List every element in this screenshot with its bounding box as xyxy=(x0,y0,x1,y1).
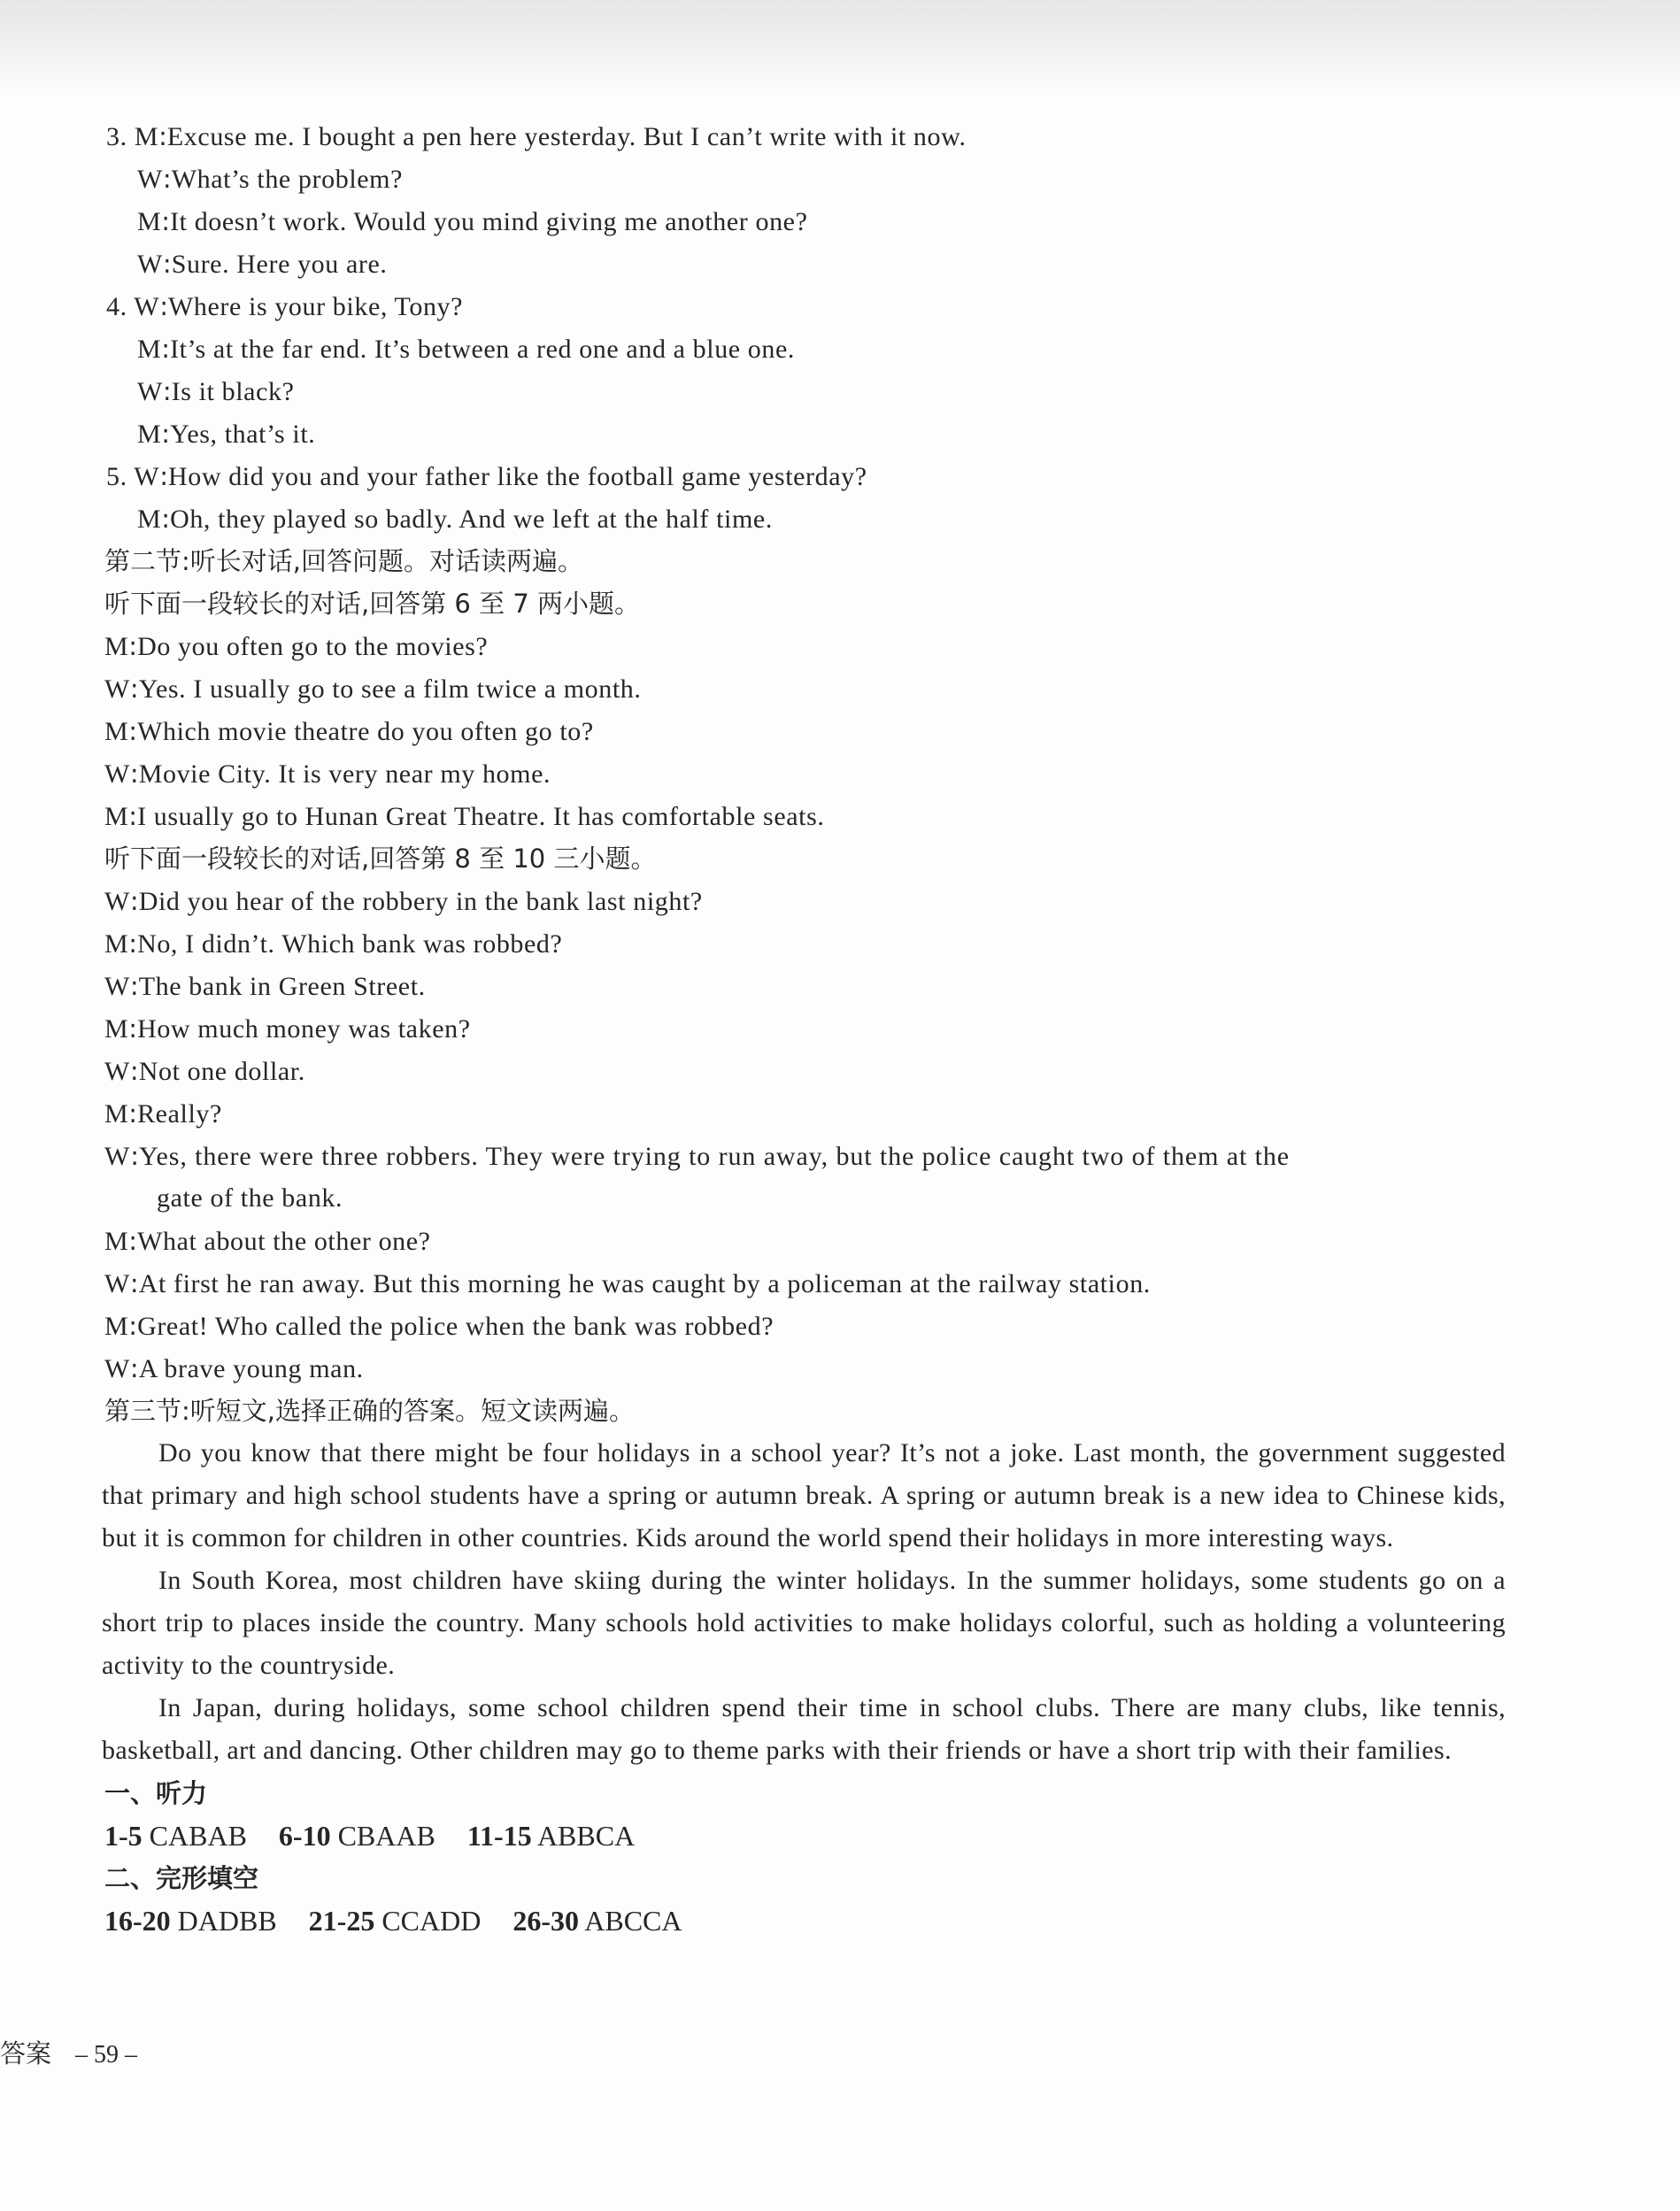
scan-top-band xyxy=(0,0,1680,97)
dialogue-line: M:Do you often go to the movies? xyxy=(104,631,489,661)
dialogue-line: W:Yes, there were three robbers. They were trying to run away, but the police caught two of them at the xyxy=(104,1141,1290,1171)
dialogue-line: W:At first he ran away. But this morning he was caught by a policeman at the railway station. xyxy=(104,1268,1151,1298)
answer-group: 6-10 CBAAB xyxy=(278,1820,435,1852)
dialogue-line: W:Not one dollar. xyxy=(104,1056,305,1086)
answers-heading-cloze: 二、完形填空 xyxy=(104,1863,259,1893)
dialogue-line: W:The bank in Green Street. xyxy=(104,971,426,1001)
dialogue-line: M:I usually go to Hunan Great Theatre. It has comfortable seats. xyxy=(104,801,825,831)
page-number: – 59 – xyxy=(75,2041,138,2068)
dialogue-line: W:Did you hear of the robbery in the bank last night? xyxy=(104,886,703,916)
dialogue-line: M:Yes, that’s it. xyxy=(137,419,316,449)
section-heading: 第二节:听长对话,回答问题。对话读两遍。 xyxy=(104,546,583,576)
dialogue-line: W:Yes. I usually go to see a film twice a month. xyxy=(104,674,642,704)
answers-row xyxy=(0,1814,1680,1857)
answer-group: 1-5 CABAB xyxy=(104,1820,247,1852)
dialogue-line: W:Sure. Here you are. xyxy=(137,249,388,279)
footer-label: 答案 xyxy=(0,2038,52,2068)
answer-group: 16-20 DADBB xyxy=(104,1905,277,1937)
passage-paragraph: In South Korea, most children have skiing during the winter holidays. In the summer holidays, some students go on a short trip to places inside the country. Many schools hold activities to make holidays colorful, such as holding a volunteering activity to the countryside. xyxy=(102,1566,1506,1680)
answer-group: 21-25 CCADD xyxy=(308,1905,482,1937)
page-footer xyxy=(0,2036,137,2073)
answers-row xyxy=(0,1899,1680,1942)
dialogue-line: M:What about the other one? xyxy=(104,1226,431,1256)
dialogue-line: 5. W:How did you and your father like the football game yesterday? xyxy=(106,461,867,491)
passage-paragraph: In Japan, during holidays, some school children spend their time in school clubs. There are many clubs, like tennis, basketball, art and dancing. Other children may go to theme parks with their friends or have a short trip with their families. xyxy=(102,1693,1506,1765)
dialogue-line: M:It’s at the far end. It’s between a red one and a blue one. xyxy=(137,334,796,364)
dialogue-line-continued: gate of the bank. xyxy=(157,1183,343,1213)
dialogue-line: W:What’s the problem? xyxy=(137,164,404,194)
dialogue-line: M:Oh, they played so badly. And we left at the half time. xyxy=(137,504,773,534)
dialogue-line: M:Great! Who called the police when the bank was robbed? xyxy=(104,1311,774,1341)
dialogue-line: M:It doesn’t work. Would you mind giving me another one? xyxy=(137,206,808,236)
answer-group: 26-30 ABCCA xyxy=(512,1905,682,1937)
answers-heading-listening: 一、听力 xyxy=(104,1778,208,1808)
dialogue-line: W:Movie City. It is very near my home. xyxy=(104,759,551,789)
dialogue-line: M:Which movie theatre do you often go to? xyxy=(104,716,594,746)
passage-paragraph: Do you know that there might be four holidays in a school year? It’s not a joke. Last month, the government suggested that primary and high school students have a spring or autumn break. A spring or autumn break is a new idea to Chinese kids, but it is common for children in other countries. Kids around the world spend their holidays in more interesting ways. xyxy=(102,1438,1506,1552)
dialogue-line: M:Really? xyxy=(104,1098,222,1129)
dialogue-line: M:How much money was taken? xyxy=(104,1013,471,1044)
dialogue-line: M:No, I didn’t. Which bank was robbed? xyxy=(104,928,563,959)
dialogue-line: W:A brave young man. xyxy=(104,1353,364,1383)
answer-page xyxy=(0,115,1680,1942)
subsection-heading: 听下面一段较长的对话,回答第 6 至 7 两小题。 xyxy=(104,589,640,619)
dialogue-line: 3. M:Excuse me. I bought a pen here yesterday. But I can’t write with it now. xyxy=(106,121,967,151)
dialogue-line: 4. W:Where is your bike, Tony? xyxy=(106,291,464,321)
answer-group: 11-15 ABBCA xyxy=(466,1820,636,1852)
subsection-heading: 听下面一段较长的对话,回答第 8 至 10 三小题。 xyxy=(104,844,657,874)
section-heading: 第三节:听短文,选择正确的答案。短文读两遍。 xyxy=(104,1396,635,1426)
dialogue-line: W:Is it black? xyxy=(137,376,295,406)
